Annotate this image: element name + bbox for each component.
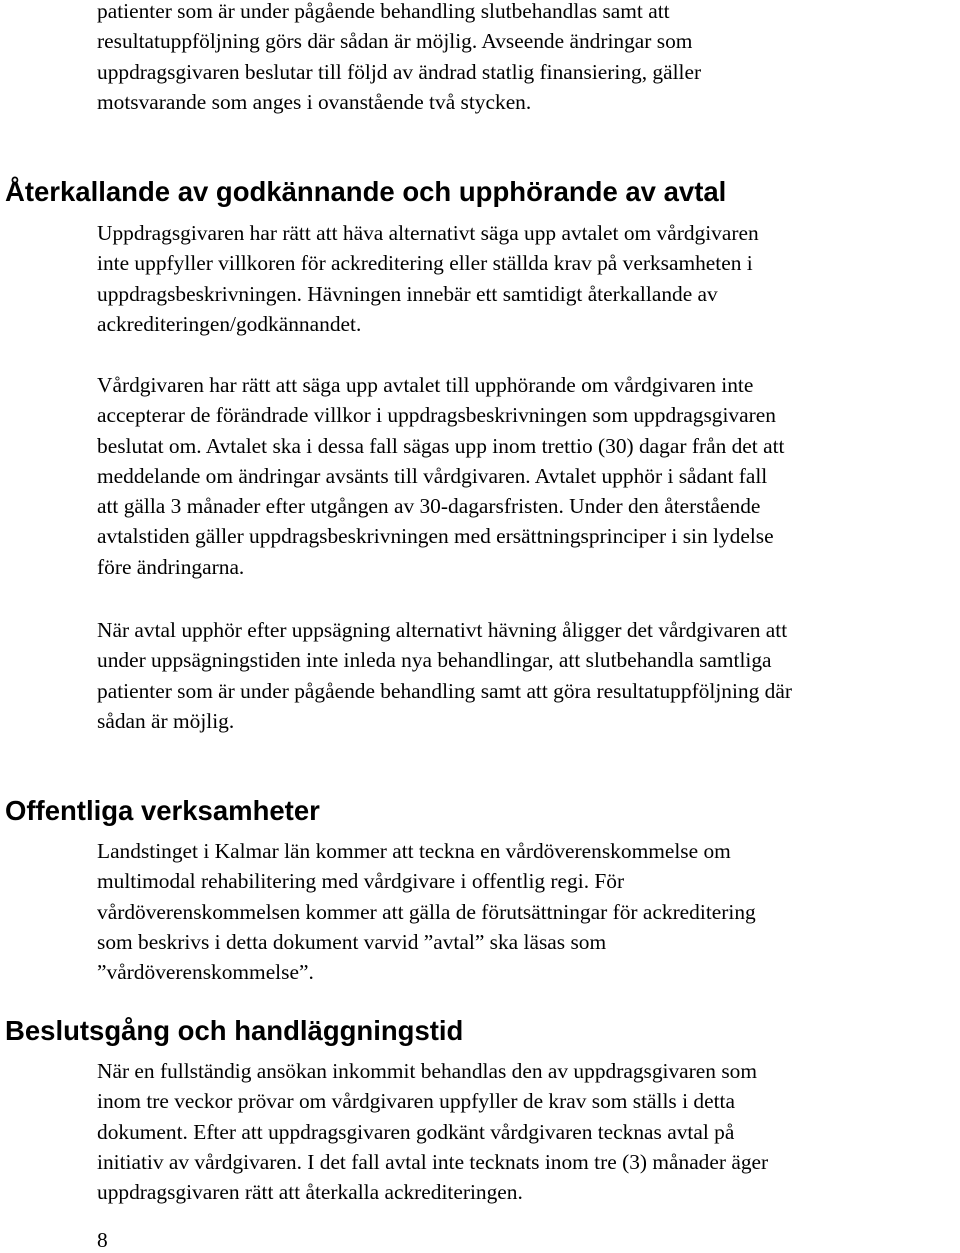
section-heading-offentliga: Offentliga verksamheter [5,795,320,826]
intro-paragraph: patienter som är under pågående behandling slutbehandlas samt att resultatuppföljning görs där sådan är möjlig. Avseende ändringar som uppdragsgivaren beslutar till följd av ändrad statlig finansiering, gäller motsvarande som anges i ovanstående två stycken. [97,0,702,114]
section-heading-beslutsgang: Beslutsgång och handläggningstid [5,1015,464,1046]
paragraph-beslutsgang: När en fullständig ansökan inkommit behandlas den av uppdragsgivaren som inom tre veckor prövar om vårdgivaren uppfyller de krav som ställs i detta dokument. Efter att uppdragsgivaren godkänt vårdgivaren tecknas avtal på initiativ av vårdgivaren. I det fall avtal inte tecknats inom tre (3) månader äger uppdragsgivaren rätt att återkalla ackrediteringen. [97,1059,769,1205]
section-heading-aterkallande: Återkallande av godkännande och upphörande av avtal [5,176,727,207]
paragraph-upphor: När avtal upphör efter uppsägning alternativt hävning åligger det vårdgivaren att under uppsägningstiden inte inleda nya behandlingar, att slutbehandla samtliga patienter som är under pågående behandling samt att göra resultatuppföljning där sådan är möjlig. [97,618,792,733]
paragraph-uppsagning: Vårdgivaren har rätt att säga upp avtalet till upphörande om vårdgivaren inte accepterar de förändrade villkor i uppdragsbeskrivningen som uppdragsgivaren beslutat om. Avtalet ska i dessa fall sägas upp inom trettio (30) dagar från det att meddelande om ändringar avsänts till vårdgivaren. Avtalet upphör i sådant fall att gälla 3 månader efter utgången av 30-dagarsfristen. Under den återstående avtalstiden gäller uppdragsbeskrivningen med ersättningsprinciper i sin lydelse före ändringarna. [97,373,785,579]
paragraph-havning: Uppdragsgivaren har rätt att häva alternativt säga upp avtalet om vårdgivaren inte uppfyller villkoren för ackreditering eller ställda krav på verksamheten i uppdragsbeskrivningen. Hävningen innebär ett samtidigt återkallande av ackrediteringen/godkännandet. [97,221,759,336]
paragraph-offentliga: Landstinget i Kalmar län kommer att teckna en vårdöverenskommelse om multimodal rehabilitering med vårdgivare i offentlig regi. För vårdöverenskommelsen kommer att gälla de förutsättningar för ackreditering som beskrivs i detta dokument varvid ”avtal” ska läsas som ”vårdöverenskommelse”. [97,839,756,985]
page-number: 8 [97,1228,108,1252]
